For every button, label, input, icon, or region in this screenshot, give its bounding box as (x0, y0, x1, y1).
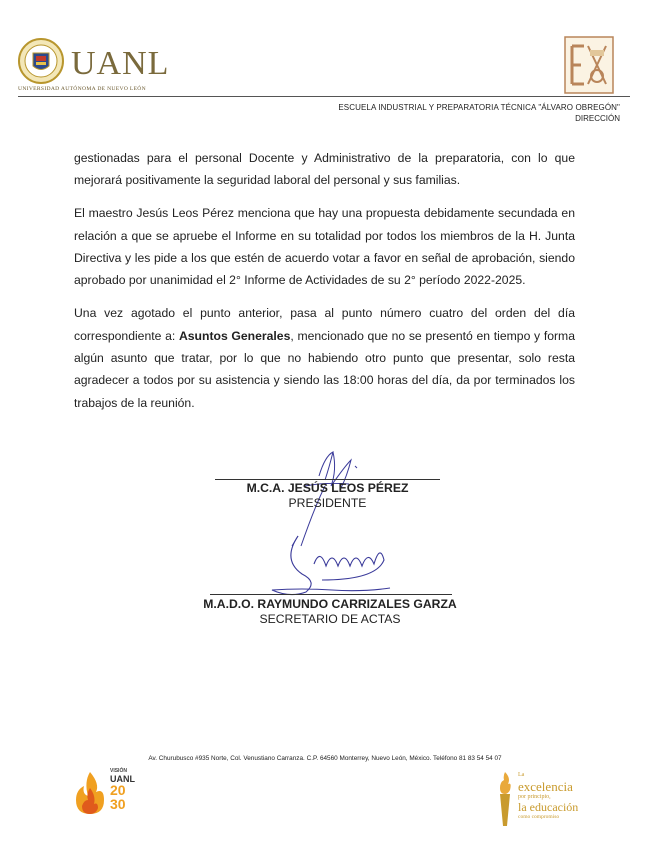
president-role: PRESIDENTE (288, 496, 367, 510)
excelencia-line-1: La (518, 772, 525, 778)
paragraph-3-tail: , mencionado que no se presentó en tiempo y forma algún asunto que tratar, por lo que no habiendo otro punto que presentar, solo resta agradecer a todos por su asistencia y siendo las 18:00 horas del día, da por terminados los trabajos de la reunión. (74, 328, 575, 410)
school-logo-icon (564, 36, 614, 94)
vision-year-top: 20 (110, 782, 126, 798)
uanl-logo (14, 36, 204, 96)
president-name: M.C.A. JESÚS LEOS PÉREZ (246, 481, 409, 495)
minutes-body (74, 147, 575, 425)
footer-address: Av. Churubusco #935 Norte, Col. Venustiano Carranza. C.P. 64560 Monterrey, Nuevo León, México. Teléfono 81 83 54 54 07 (148, 755, 502, 762)
secretary-role: SECRETARIO DE ACTAS (259, 612, 401, 626)
university-subtitle: UNIVERSIDAD AUTÓNOMA DE NUEVO LEÓN (18, 86, 146, 92)
excelencia-line-5: como compromiso (518, 814, 560, 820)
paragraph-2: El maestro Jesús Leos Pérez menciona que hay una propuesta debidamente secundada en relación a que se apruebe el Informe en su totalidad por todos los miembros de la H. Junta Directiva y les pide a los que estén de acuerdo votar a favor en señal de aprobación, siendo aprobado por unanimidad el 2° Informe de Actividades de su 2° período 2022-2025. (74, 206, 575, 288)
secretary-signature-line (210, 594, 452, 595)
vision-year-bottom: 30 (110, 796, 126, 812)
president-signature-line (215, 479, 440, 480)
excelencia-line-4: la educación (518, 800, 579, 814)
excelencia-line-2: excelencia (518, 779, 573, 794)
torch-icon (494, 770, 516, 828)
department-name: DIRECCIÓN (575, 114, 620, 123)
vision-uanl-2030-logo (70, 768, 150, 822)
paragraph-3 (74, 302, 575, 414)
excelencia-line-3: por principio, (518, 794, 551, 800)
secretary-signature-icon (262, 530, 402, 602)
secretary-name: M.A.D.O. RAYMUNDO CARRIZALES GARZA (203, 597, 457, 611)
university-name: UANL (71, 45, 170, 82)
uanl-seal-icon (18, 38, 64, 84)
excelencia-logo (494, 770, 604, 828)
flame-icon (70, 770, 110, 816)
asuntos-generales-heading: Asuntos Generales (178, 328, 291, 343)
paragraph-1: gestionadas para el personal Docente y Administrativo de la preparatoria, con lo que mejorará positivamente la seguridad laboral del personal y sus familias. (74, 151, 575, 188)
header-divider (18, 96, 630, 97)
paragraph-3-lead: Una vez agotado el punto anterior, pasa al punto número cuatro del orden del día correspondiente a: (74, 306, 575, 343)
vision-brand: UANL (110, 774, 135, 784)
school-name: ESCUELA INDUSTRIAL Y PREPARATORIA TÉCNICA "ÁLVARO OBREGÓN" (338, 103, 620, 112)
vision-label: VISIÓN (110, 768, 127, 774)
